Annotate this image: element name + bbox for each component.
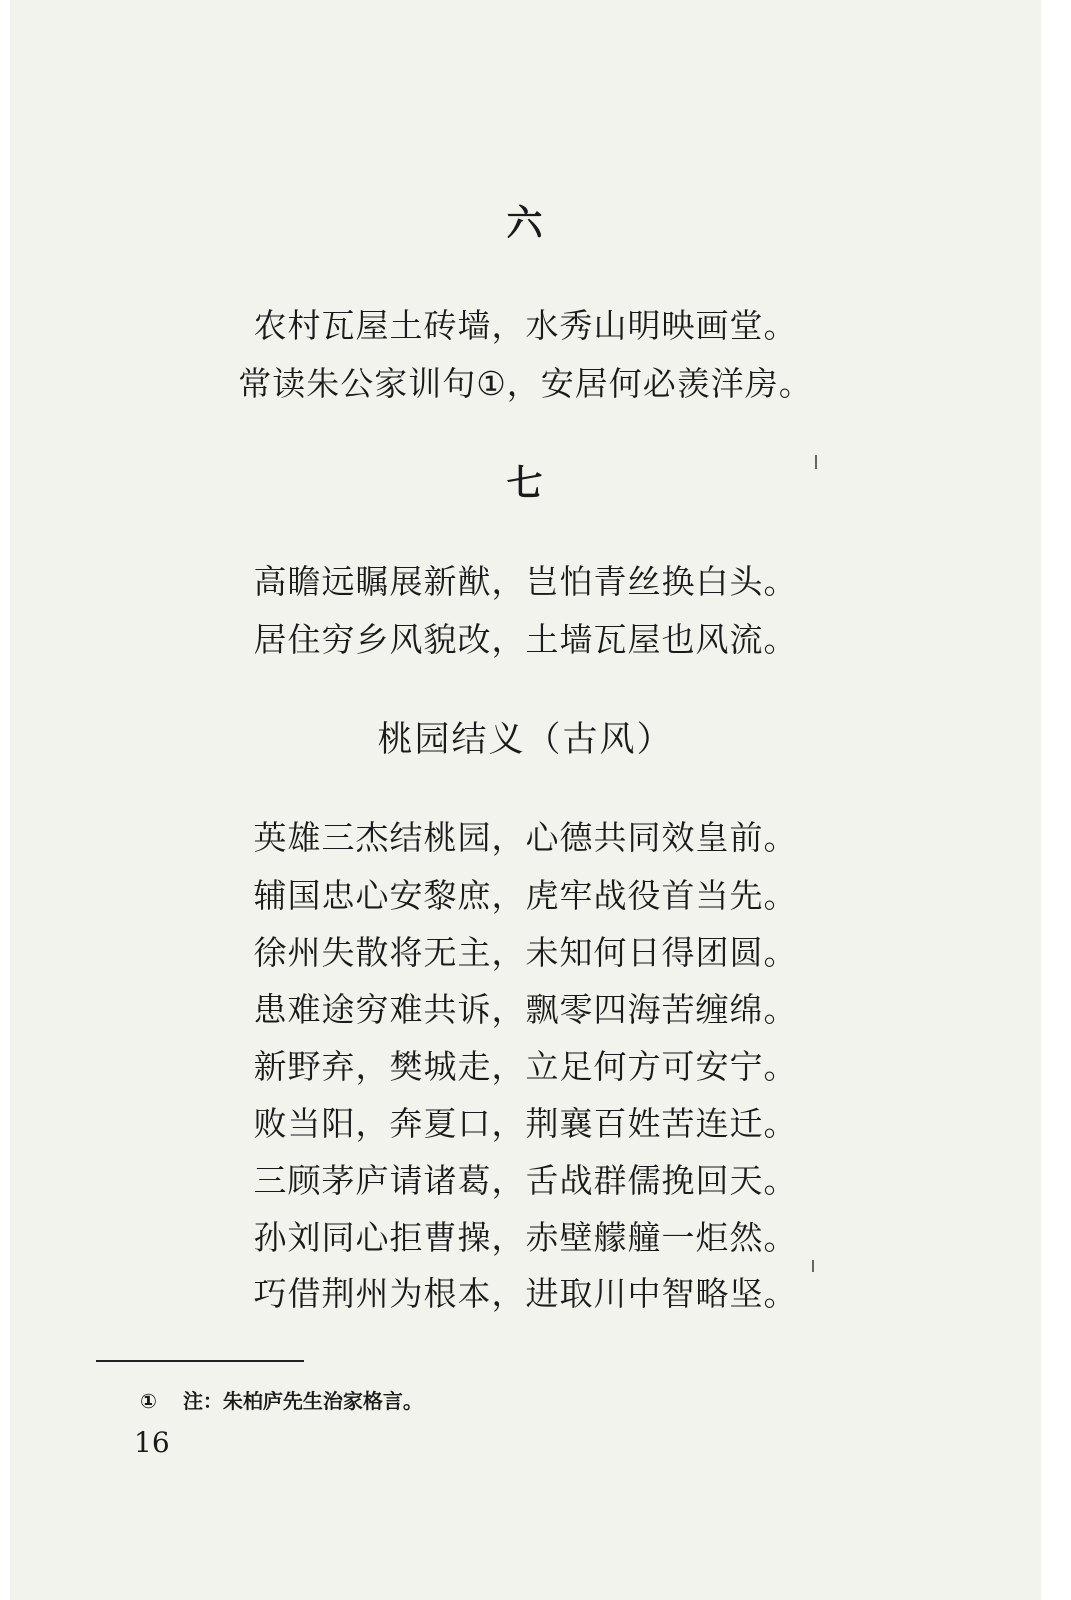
poem-line-6: 败当阳，奔夏口，荆襄百姓苦连迁。 bbox=[253, 1104, 798, 1143]
poem-line-2: 辅国忠心安黎庶，虎牢战役首当先。 bbox=[253, 876, 798, 915]
scan-speck bbox=[812, 1260, 814, 1272]
footnote-mark: ① bbox=[140, 1389, 157, 1413]
section-seven-line-2: 居住穷乡风貌改，土墙瓦屋也风流。 bbox=[253, 620, 798, 659]
poem-line-7: 三顾茅庐请诸葛，舌战群儒挽回天。 bbox=[253, 1161, 798, 1200]
scan-speck bbox=[815, 455, 817, 469]
poem-line-1: 英雄三杰结桃园，心德共同效皇前。 bbox=[253, 818, 798, 857]
section-six-line-1: 农村瓦屋土砖墙，水秀山明映画堂。 bbox=[253, 306, 798, 345]
scan-margin bbox=[1041, 0, 1071, 1600]
poem-line-4: 患难途穷难共诉，飘零四海苦缠绵。 bbox=[253, 990, 798, 1029]
page-number: 16 bbox=[134, 1426, 170, 1459]
section-seven-heading: 七 bbox=[506, 463, 545, 504]
section-seven-line-1: 高瞻远瞩展新猷，岂怕青丝换白头。 bbox=[253, 562, 798, 601]
poem-line-9: 巧借荆州为根本，进取川中智略坚。 bbox=[253, 1274, 798, 1313]
footnote-text: 注：朱柏庐先生治家格言。 bbox=[182, 1389, 423, 1413]
poem-line-3: 徐州失散将无主，未知何日得团圆。 bbox=[253, 933, 798, 972]
section-six-heading: 六 bbox=[506, 203, 545, 244]
poem-line-8: 孙刘同心拒曹操，赤壁艨艟一炬然。 bbox=[253, 1218, 798, 1257]
poem-title: 桃园结义（古风） bbox=[377, 720, 674, 760]
footnote-rule bbox=[96, 1360, 304, 1362]
footnote bbox=[140, 1385, 423, 1414]
section-six-line-2: 常读朱公家训句①，安居何必羡洋房。 bbox=[238, 364, 813, 403]
poem-line-5: 新野弃，樊城走，立足何方可安宁。 bbox=[253, 1047, 798, 1086]
